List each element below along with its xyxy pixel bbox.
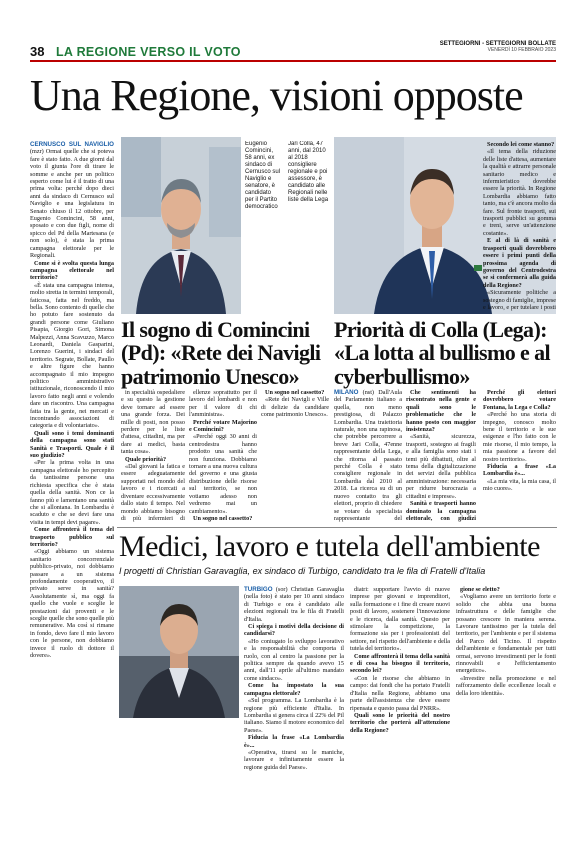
comincini-kicker: CERNUSCO SUL NAVIGLIO <box>30 141 114 148</box>
comincini-byline: (mzr) <box>30 148 44 156</box>
colla-photo-caption: Jari Colla, 47 anni, dal 2010 al 2018 consigliere regionale e poi assessore, è candidato alle Regionali nelle liste della Lega <box>288 141 329 203</box>
answer: «Ho coniugato lo sviluppo lavorativo e la responsabilità che comporta il ruolo, con al centro la passione per la politica sempre da quando avevo 15 anni, dall'11 aprile all'ultimo mandato come sindaco». <box>244 637 344 682</box>
garavaglia-photo <box>119 586 239 718</box>
question: Fiducia a frase «La Lombardia è»... <box>483 463 556 478</box>
question: Quali sono le priorità del nostro territorio che porterà all'attenzione della Regione? <box>350 711 450 734</box>
garavaglia-subtitle: I progetti di Christian Garavaglia, ex sindaco di Turbigo, candidato tra le fila di Fratelli d'Italia <box>119 566 486 576</box>
colla-column-1: MILANO (nst) Dall'Aula del Parlamento italiano a quella, non meno prestigiosa, di Palazzo Lombardia. Una traiettoria naturale, non una rapinosa, che potrebbe percorrere a breve Jari Colla, 47enne rappresentante della Lega, che ritorna al passato perché Colla è stato consigliere regionale in Lombardia dal 2010 al 2018. La ricerca su di un nuovo contatto tra gli elettori, proprio di chiedere se votare da specialista rappresentante del <box>334 389 402 522</box>
newspaper-name: SETTEGIORNI - SETTEGIORNI BOLLATE <box>439 41 556 47</box>
comincini-column-1: CERNUSCO SUL NAVIGLIO (mzr) Ormai quelle che si poteva fare è stato fatto. A due giorni dal voto il giunta l'ore di tirare le somme e anche per un politico esperto come lui è il tratto di una prima volta: perché dopo dieci anni da sindaco di Cernusco sul Naviglio e una legislatura in Senato chiuso il 12 ottobre, per Eugenio Comincini, 58 anni, sposato e con due figli, nome di spicco del Pd della Martesana (e non solo), è stata la prima campagna elettorale per le Regionali. Come si è svolta questa lunga campagna elettorale nel territorio? «È stata una campagna intensa, molto stretta in termini temporali, faticosa, fatta nel freddo, ma bella. Sono contento di quelle che ho potuto fare sostenuto da grandi persone come Giuliano Pisapia, Giorgio Gori, Simona Malpezzi, Anna Scavuzzo, Marco Leonardi, Daniela Gasparini, Lorenzo Guerini, i sindaci del territorio. Segrate, Bollate, Paullo e altre figure che hanno accompagnato il mio impegno politico amministrativo istituzionale, riconoscendo il mio lavoro fatto negli anni e volendo dare un riscontro. Una campagna fatta tra la gente, nei mercati e incontrando associazioni di categoria e di volontariato». Quali sono i temi dominanti della campagna sono stati Sanità e Trasporti. Quale è il suo giudizio? «Per la prima volta in una campagna elettorale ho percepito da tantissime persone una richiesta specifica che è stata quella della sanità. Non ce la fanno più e lamentano una sanità che si allontana. In Lombardia è scaduto e che se devi fare una visita in tempi devi pagare». Come affronterà il tema del trasporto pubblico sul territorio? «Oggi abbiamo un sistema sanitario concorrenziale pubblico-privato, noi dobbiamo passare a un sistema profondamente cooperativo, il privato serve in sanità? Assolutamente sì, ma oggi fa quello che vuole e sceglie le prestazioni dai proventi e le sceglie quelle che sono quelle più remunerative. Ma così si rimane in fondo, devo fare il mio lavoro con le persone, non dobbiamo invece il ruolo di dottore il dovere». <box>30 141 114 660</box>
question: gione se eletto? <box>460 586 500 593</box>
answer: «Investire nella promozione e nel rafforzamento delle eccellenze locali e della loro identità». <box>456 674 556 697</box>
comincini-photo <box>121 137 241 314</box>
garavaglia-headline: Medici, lavoro e tutela dell'ambiente <box>119 530 540 563</box>
question: Un sogno nel cassetto? <box>193 514 253 522</box>
section-divider <box>117 527 557 528</box>
colla-column-4 <box>483 389 556 522</box>
question: Come affronterà il tema della sanità e di cosa ha bisogno il territorio, secondo lei? <box>350 652 450 675</box>
portrait-illustration <box>119 586 239 718</box>
colla-subheadline: Priorità di Colla (Lega): «La lotta al bullismo e al cyberbullismo» <box>334 317 551 389</box>
answer: «Con le risorse che abbiamo in campo: dai fondi che ha portato Fratelli d'Italia nella Regione, abbiamo una parte dell'assistenza che deve essere ripensata e questo passa dal PNRR». <box>350 674 450 712</box>
answer: «Sul programma. La Lombardia è la regione più efficiente d'Italia. In Lombardia si genera circa il 22% del Pil italiano. Siamo il motore economico del Paese». <box>244 697 344 734</box>
question: E al di là di sanità e trasporti quali dovrebbero essere i primi punti della prossima agenda di governo del Centrodestra se si confermerà alla guida della Regione? <box>483 237 556 289</box>
question: Perché gli elettori dovrebbero votare Fontana, la Lega e Colla? <box>483 389 556 411</box>
answer: «Sicuramente politiche a sostegno di famiglie, imprese e lavoro, e per tutelare i posti <box>483 289 556 311</box>
page-header <box>30 41 556 62</box>
question: Un sogno nel cassetto? <box>265 389 325 396</box>
colla-column-2 <box>406 389 476 522</box>
answer: «Operativa, tirarsi su le maniche, lavorare e infinitamente essere la regione guida del Paese». <box>244 748 344 771</box>
question: Sanità e trasporti hanno dominato la campagna elettorale, con giudizi <box>406 500 476 522</box>
answer: «È stata una campagna intensa, molto stretta in termini temporali, faticosa, fatta nel freddo, ma bella. Sono contento di quelle che ho potuto fare sostenuto da grandi persone come Giuliano Pisapia, Giorgio Gori, Simona Malpezzi, Anna Scavuzzo, Marco Leonardi, Daniela Gasparini, Lorenzo Guerini, i sindaci del territorio. Segrate, Bollate, Paullo e altre figure che hanno accompagnato il mio impegno politico amministrativo istituzionale, riconoscendo il mio lavoro fatto negli anni e volendo dare un riscontro. Una campagna fatta tra la gente, nei mercati e incontrando associazioni di categoria e di volontariato». <box>30 281 114 430</box>
question: Secondo lei come stanno? <box>487 141 555 148</box>
question: Come affronterà il tema del trasporto pubblico sul territorio? <box>30 526 114 548</box>
answer: «Oggi abbiamo un sistema sanitario concorrenziale pubblico-privato, noi dobbiamo passare a un sistema profondamente cooperativo, il privato serve in sanità? Assolutamente sì, ma oggi fa quello che vuole e sceglie le prestazioni dai proventi e le sceglie quelle che sono quelle più remunerative. Ma così si rimane in fondo, devo fare il mio lavoro con le persone, non dobbiamo invece il ruolo di dottore il dovere». <box>30 548 114 660</box>
comincini-column-3: ellenze soprattutto per il lavoro del lombardi e non per il valore di chi l'amministra». Perché votare Majorino e Comincini? «Perché oggi 30 anni di centrodestra hanno prodotto una sanità che non funziona. Dobbiamo tornare a una nuova cultura del governo e una giusta distribuzione delle risorse sul territorio, se non votiamo adesso non vedremo mai un cambiamento». Un sogno nel cassetto? <box>189 389 257 522</box>
comincini-column-2: in specialità ospedaliere e su questo la gestione deve tornare ad essere una grande forza. Dei mille di posti, non posso perdere per le liste d'attesa, cittadini, ma per dare ai medici, basta tanta cosa». Quale priorità? «Dal giovani la fatica e essere adeguatamente supportati nel mondo del lavoro e i ricercati a diventare eccessivamente dallo stato il tempo. Nel mondo abbiamo bisogno di più infermieri di <box>121 389 185 522</box>
garavaglia-byline: (sor) <box>275 586 288 593</box>
question: Quale priorità? <box>125 455 167 463</box>
comincini-column-4 <box>261 389 329 522</box>
colla-byline: (nst) <box>362 389 374 396</box>
answer: «Sanità, sicurezza, trasporti, sostegno ai fragili e alla famiglia sono stati i temi più dibattuti, oltre al tema della digitalizzazione dei servizi della pubblica amministrazione: necessaria per ridurre burocrazia a cittadini e imprese». <box>406 433 476 500</box>
page-headline: Una Regione, visioni opposte <box>30 71 523 120</box>
question: Quali sono i temi dominanti della campagna sono stati Sanità e Trasporti. Quale è il suo giudizio? <box>30 429 114 460</box>
page-number: 38 <box>30 44 45 59</box>
portrait-illustration <box>121 137 241 314</box>
answer: «Perché oggi 30 anni di centrodestra hanno prodotto una sanità che non funziona. Dobbiamo tornare a una nuova cultura del governo e una giusta distribuzione delle risorse sul territorio, se non votiamo adesso non vedremo mai un cambiamento». <box>189 433 257 515</box>
colla-kicker: MILANO <box>334 389 359 396</box>
question: Come ha impostato la sua campagna elettorale? <box>244 682 344 697</box>
question: Che sentimenti ha riscontrato nella gente e quali sono le problematiche che le hanno posto con maggior insistenza? <box>406 389 476 434</box>
answer: «Dal giovani la fatica e essere adeguatamente supportati nel mondo del lavoro e i ricercati a diventare eccessivamente dallo stato il tempo. Nel mondo abbiamo bisogno di più infermieri di <box>121 463 185 522</box>
garavaglia-column-1: TURBIGO (sor) Christian Garavaglia (nella foto) è stato per 10 anni sindaco di Turbigo e ora è candidato alle elezioni regionali tra le fila di Fratelli d'Italia. Ci spiega i motivi della decisione di candidarsi? «Ho coniugato lo sviluppo lavorativo e la responsabilità che comporta il ruolo, con al centro la passione per la politica sempre da quando avevo 15 anni, dall'11 aprile all'ultimo mandato come sindaco». Come ha impostato la sua campagna elettorale? «Sul programma. La Lombardia è la regione più efficiente d'Italia. In Lombardia si genera circa il 22% del Pil italiano. Siamo il motore economico del Paese». Fiducia la frase «La Lombardia è»... «Operativa, tirarsi su le maniche, lavorare e infinitamente essere la regione guida del Paese». <box>244 586 344 771</box>
section-title: LA REGIONE VERSO IL VOTO <box>56 45 241 59</box>
masthead-info <box>440 41 556 53</box>
answer: «Vogliamo avere un territorio forte e solido che abbia una buona infrastruttura e delle famiglie che possano crescere in maniera serena. Lavorare tantissimo per la tutela del territorio, per l'ambiente e per il sistema del Parco del Ticino. Il rispetto dell'ambiente e fondamentale per tutti ormai, servono investimenti per le fonti rinnovabili e l'efficientamento energetico». <box>456 593 556 675</box>
answer: «La mia vita, la mia casa, il mio cuore». <box>483 477 556 493</box>
question: Come si è svolta questa lunga campagna elettorale nel territorio? <box>30 259 114 282</box>
garavaglia-column-2: diatri: supportare l'avvio di nuove imprese per giovani e imprenditori, sulla formazione e i fine di creare nuovi posti di lavoro, sostenere l'innovazione e le ricerca, dalla sanità. Questo per stimolare la competizione, la formazione sia per i professionisti del settore, nel rispetto dell'ambiente e della tutela del territorio». Come affronterà il tema della sanità e di cosa ha bisogno il territorio, secondo lei? «Con le risorse che abbiamo in campo: dai fondi che ha portato Fratelli d'Italia nella Regione, abbiamo una parte dell'assistenza che deve essere ripensata e questo passa dal PNRR». Quali sono le priorità del nostro territorio che porterà all'attenzione della Regione? <box>350 586 450 734</box>
question: Fiducia la frase «La Lombardia è»... <box>244 734 344 749</box>
comincini-subheadline: Il sogno di Comincini (Pd): «Rete dei Navigli patrimonio Unesco» <box>121 317 321 389</box>
question: Perché votare Majorino e Comincini? <box>189 418 257 434</box>
question: Ci spiega i motivi della decisione di candidarsi? <box>244 623 344 638</box>
garavaglia-kicker: TURBIGO <box>244 586 273 593</box>
answer: «Il tema della riduzione delle liste d'attesa, aumentare la qualità e attrarre personale sanitario medico e infermieristico dovrebbe essere la priorità. In Regione Lombardia abbiamo fatto tanto, ma c'è ancora molto da fare. Sul fronte trasporti, sui trasporti pubblici su gomma e treni, serve un'attenzione costante». <box>483 148 556 237</box>
answer: «Per la prima volta in una campagna elettorale ho percepito da tantissime persone una richiesta specifica che è stata quella della sanità. Non ce la fanno più e lamentano una sanità che si allontana. In Lombardia è scaduto e che se devi fare una visita in tempi devi pagare». <box>30 459 114 526</box>
issue-date: VENERDÌ 10 FEBBRAIO 2023 <box>487 47 556 53</box>
comincini-photo-caption: Eugenio Comincini, 58 anni, ex sindaco di Cernusco sul Naviglio e senatore, è candidato per il Partito democratico <box>245 141 281 210</box>
answer: «Perché ho una storia di impegno, conosco molto bene il territorio e le sue esigenze e l'ho fatto con le mie risorse, il mio tempo, la mia passione a favore del nostro territorio». <box>483 411 556 463</box>
answer: «Rete dei Navigli e Ville di delizie da candidare come patrimonio Unesco». <box>261 396 329 419</box>
garavaglia-column-3 <box>456 586 556 832</box>
colla-column-3 <box>483 141 556 311</box>
